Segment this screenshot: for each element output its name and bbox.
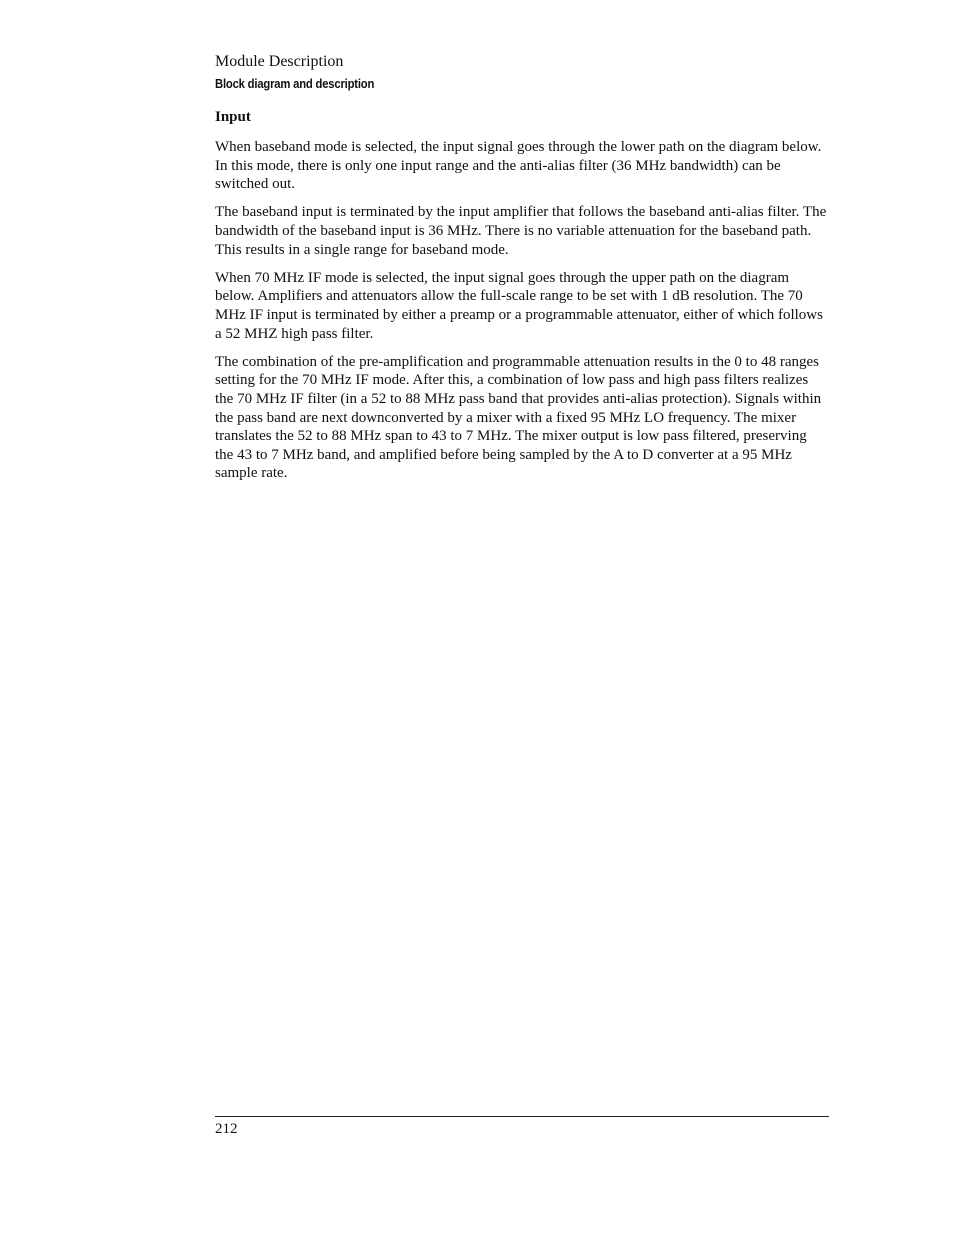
section-title: Block diagram and description xyxy=(215,77,375,91)
body-text xyxy=(215,138,827,492)
paragraph: The combination of the pre-amplification and programmable attenuation results in the 0 to 48 ranges setting for the 70 MHz IF mode. After this, a combination of low pass and high pass filters realizes the 70 MHz IF filter (in a 52 to 88 MHz pass band that provides anti-alias protection). Signals within the pass band are next downconverted by a mixer with a fixed 95 MHz LO frequency. The mixer translates the 52 to 88 MHz span to 43 to 7 MHz. The mixer output is low pass filtered, preserving the 43 to 7 MHz band, and amplified before being sampled by the A to D converter at a 95 MHz sample rate. xyxy=(215,353,822,482)
sub-heading-input: Input xyxy=(215,109,251,125)
paragraph: The baseband input is terminated by the input amplifier that follows the baseband anti-alias filter. The bandwidth of the baseband input is 36 MHz. There is no variable attenuation for the baseband path. This results in a single range for baseband mode. xyxy=(215,204,827,258)
page-number: 212 xyxy=(215,1121,238,1137)
footer-divider xyxy=(215,1116,829,1117)
paragraph: When 70 MHz IF mode is selected, the input signal goes through the upper path on the diagram below. Amplifiers and attenuators allow the full-scale range to be set with 1 dB resolution. The 70 MHz IF input is terminated by either a preamp or a programmable attenuator, either of which follows a 52 MHZ high pass filter. xyxy=(215,269,823,342)
paragraph: When baseband mode is selected, the input signal goes through the lower path on the diagram below. In this mode, there is only one input range and the anti-alias filter (36 MHz bandwidth) can be switched out. xyxy=(215,139,822,193)
chapter-title: Module Description xyxy=(215,53,344,70)
